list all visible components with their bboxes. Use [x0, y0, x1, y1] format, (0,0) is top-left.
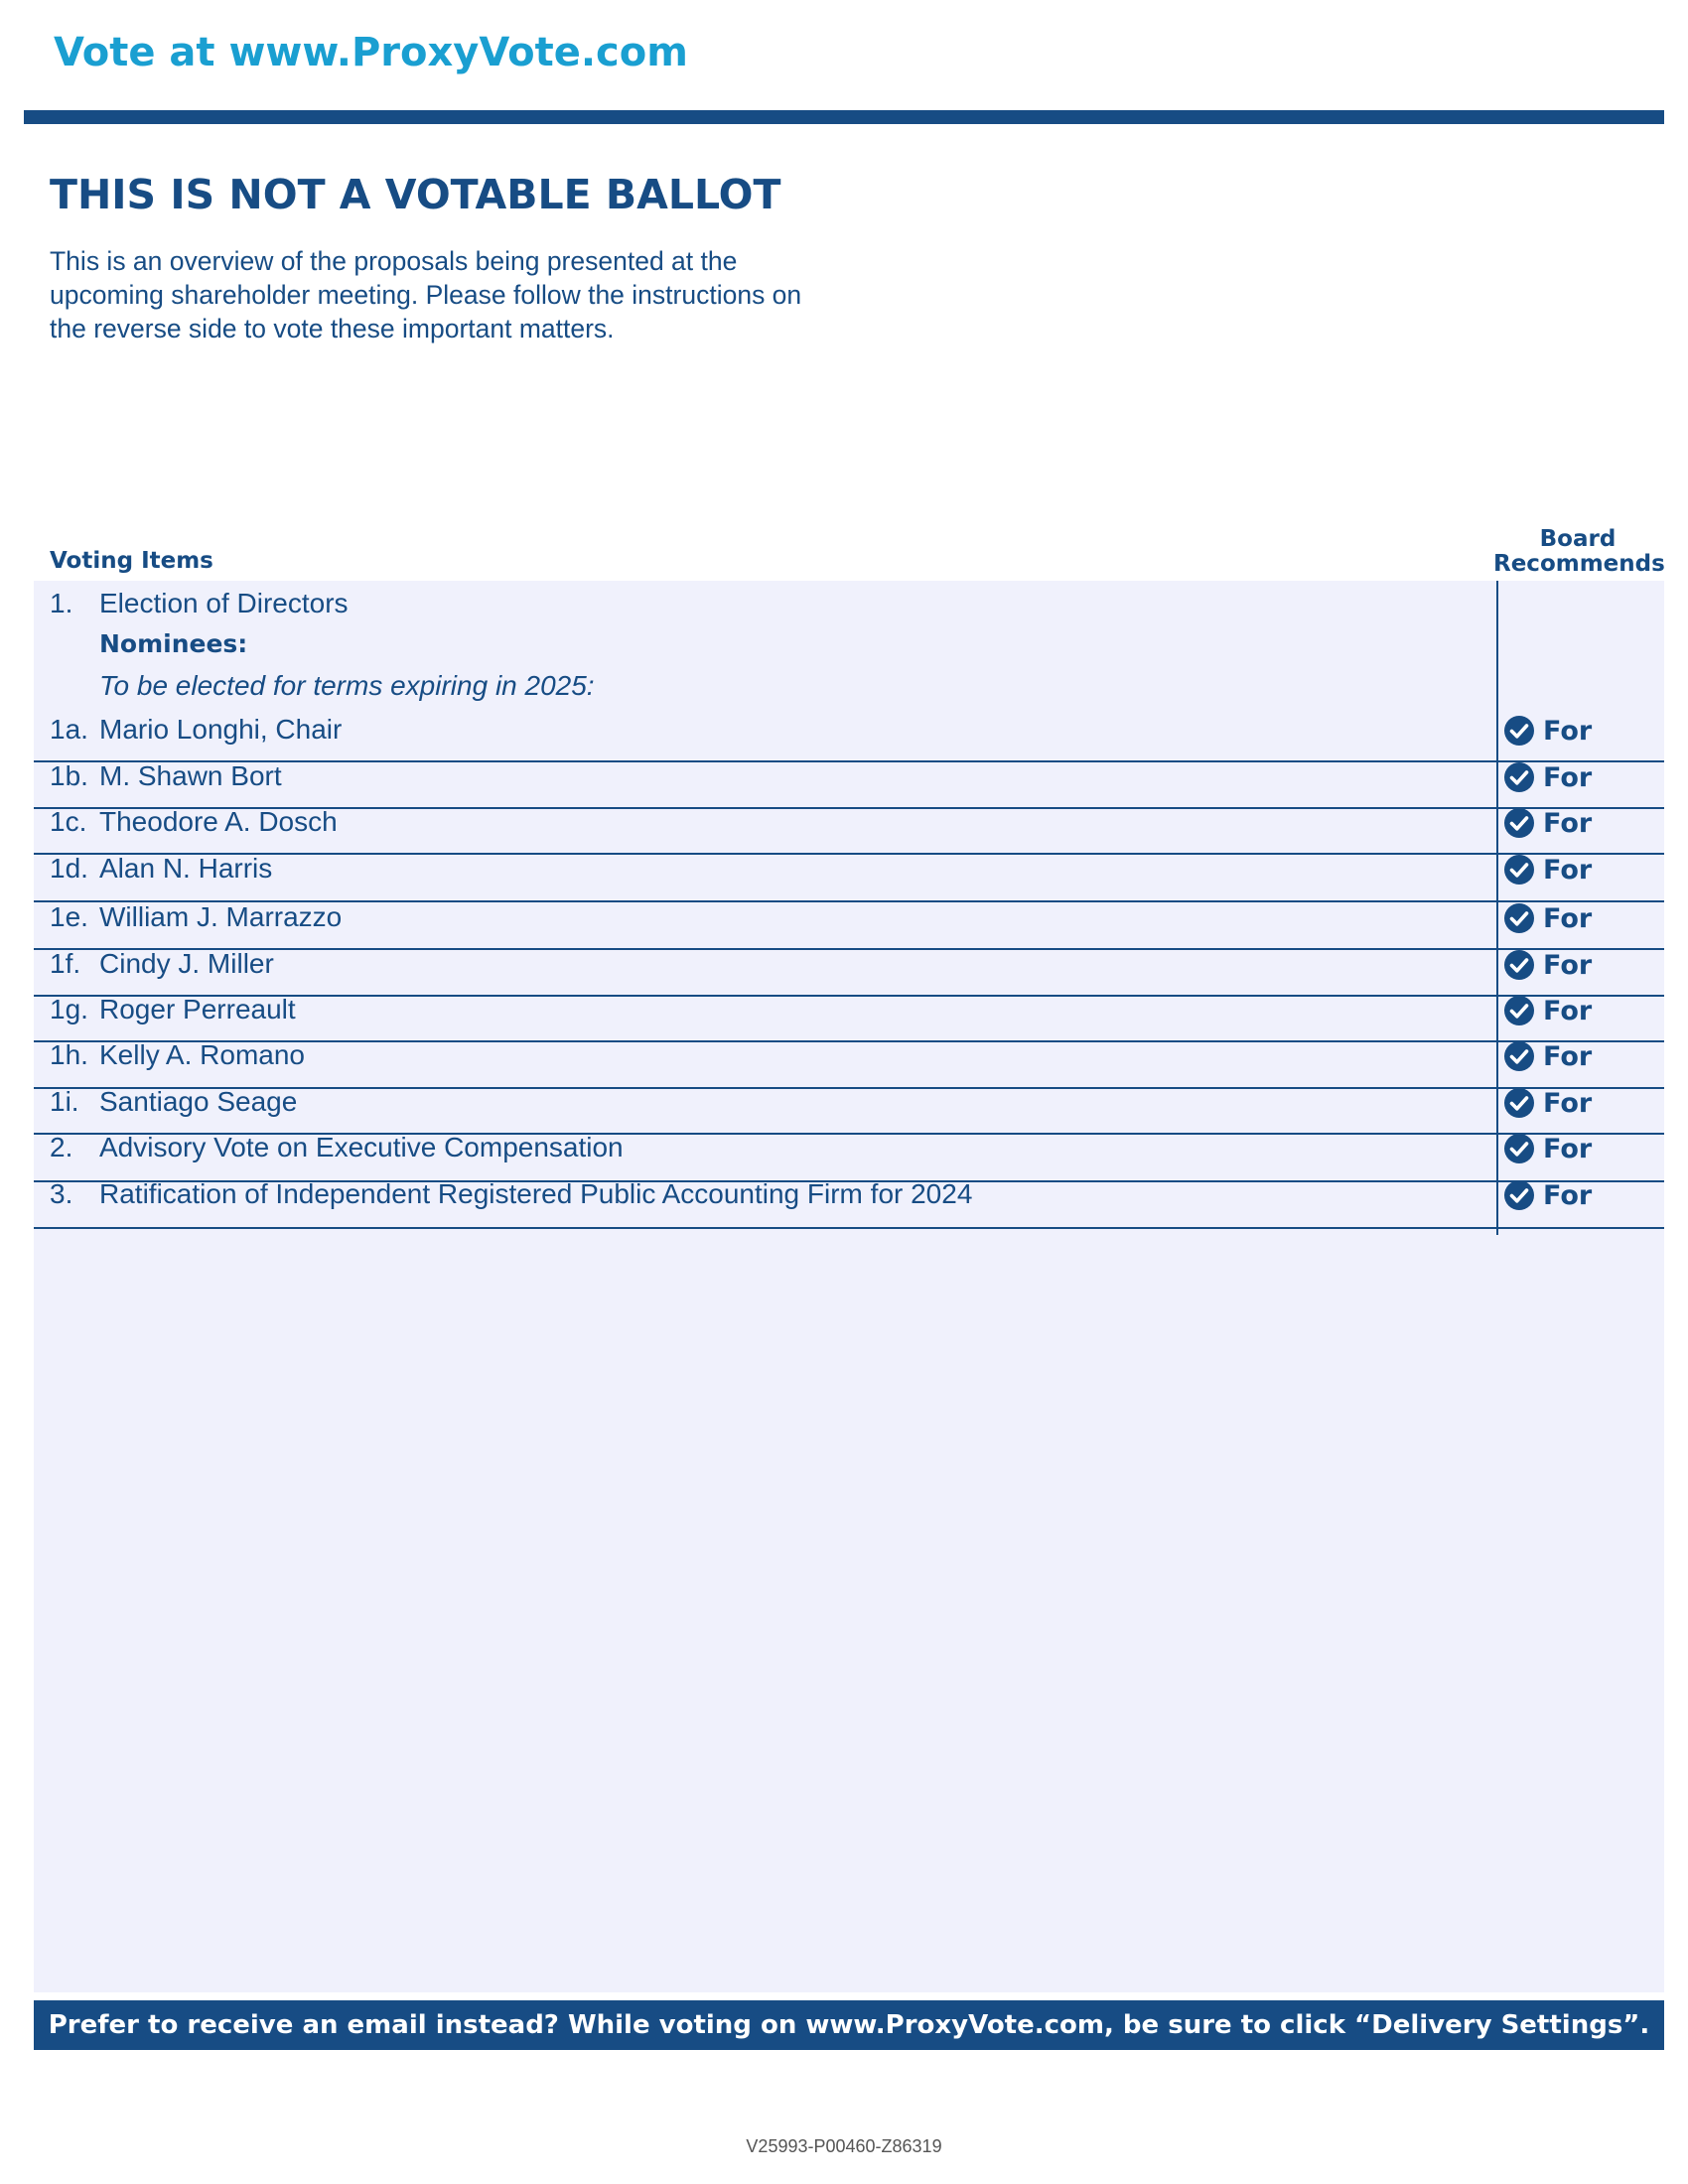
- item-number: 1h.: [50, 1039, 88, 1070]
- item-number: 1f.: [50, 948, 81, 979]
- section-label: Election of Directors: [99, 588, 349, 618]
- item-number: 2.: [50, 1132, 73, 1162]
- board-recommendation: [1503, 949, 1592, 981]
- voting-items-header: Voting Items: [50, 548, 213, 574]
- check-circle-icon: [1503, 761, 1535, 793]
- item-number: 1c.: [50, 806, 87, 837]
- board-recommendation: [1503, 902, 1592, 934]
- vote-url: Vote at www.ProxyVote.com: [54, 30, 688, 75]
- check-circle-icon: [1503, 854, 1535, 886]
- item-label: Kelly A. Romano: [99, 1039, 305, 1070]
- intro-text: This is an overview of the proposals being presented at the upcoming shareholder meeting. Please follow the instructions on the reverse side to vote these important matters.: [50, 246, 802, 343]
- item-number: 1b.: [50, 760, 88, 791]
- item-number: 1i.: [50, 1086, 79, 1117]
- check-circle-icon: [1503, 949, 1535, 981]
- item-label: Cindy J. Miller: [99, 948, 274, 979]
- footer-message: Prefer to receive an email instead? While voting on www.ProxyVote.com, be sure to click “Delivery Settings”.: [48, 2010, 1650, 2040]
- check-circle-icon: [1503, 1087, 1535, 1119]
- board-recommendation: [1503, 995, 1592, 1026]
- board-recommendation: [1503, 1040, 1592, 1072]
- row-divider: [34, 1227, 1664, 1229]
- board-recommendation: [1503, 1179, 1592, 1211]
- item-label: Santiago Seage: [99, 1086, 298, 1117]
- footer-bar: [34, 2000, 1664, 2050]
- item-number: 1g.: [50, 994, 88, 1024]
- item-label: Ratification of Independent Registered Public Accounting Firm for 2024: [99, 1178, 973, 1209]
- board-recommendation: [1503, 761, 1592, 793]
- item-label: William J. Marrazzo: [99, 901, 343, 932]
- recommendation-text: For: [1543, 1179, 1593, 1211]
- document-code: V25993-P00460-Z86319: [746, 2136, 942, 2156]
- board-recommendation: [1503, 854, 1592, 886]
- check-circle-icon: [1503, 1133, 1535, 1164]
- check-circle-icon: [1503, 1179, 1535, 1211]
- board-recommendation: [1503, 1087, 1592, 1119]
- recommendation-text: For: [1543, 761, 1593, 793]
- board-recommendation: [1503, 1133, 1592, 1164]
- item-label: Roger Perreault: [99, 994, 296, 1024]
- board-recommendation: [1503, 807, 1592, 839]
- item-label: Alan N. Harris: [99, 853, 273, 884]
- item-number: 1a.: [50, 714, 88, 745]
- recommendation-text: For: [1543, 807, 1593, 839]
- page-title: THIS IS NOT A VOTABLE BALLOT: [50, 171, 781, 218]
- check-circle-icon: [1503, 715, 1535, 747]
- check-circle-icon: [1503, 995, 1535, 1026]
- column-divider: [1496, 581, 1498, 1235]
- item-label: Theodore A. Dosch: [99, 806, 338, 837]
- recommendation-text: For: [1543, 902, 1593, 934]
- item-number: 3.: [50, 1178, 73, 1209]
- item-number: 1d.: [50, 853, 88, 884]
- recommendation-text: For: [1543, 1040, 1593, 1072]
- row-divider: [34, 853, 1664, 855]
- recommendation-text: For: [1543, 854, 1593, 886]
- check-circle-icon: [1503, 902, 1535, 934]
- section-number: 1.: [50, 588, 73, 618]
- check-circle-icon: [1503, 807, 1535, 839]
- check-circle-icon: [1503, 1040, 1535, 1072]
- item-label: Mario Longhi, Chair: [99, 714, 343, 745]
- header-rule: [24, 110, 1664, 124]
- item-label: Advisory Vote on Executive Compensation: [99, 1132, 624, 1162]
- recommendation-text: For: [1543, 1133, 1593, 1164]
- row-divider: [34, 948, 1664, 950]
- item-label: M. Shawn Bort: [99, 760, 282, 791]
- board-recommends-header: Board Recommends: [1493, 526, 1665, 577]
- terms-note: To be elected for terms expiring in 2025:: [99, 670, 595, 701]
- recommendation-text: For: [1543, 1087, 1593, 1119]
- item-number: 1e.: [50, 901, 88, 932]
- nominees-label: Nominees:: [99, 629, 248, 658]
- board-recommendation: [1503, 715, 1592, 747]
- recommendation-text: For: [1543, 715, 1593, 747]
- recommendation-text: For: [1543, 949, 1593, 981]
- recommendation-text: For: [1543, 995, 1593, 1026]
